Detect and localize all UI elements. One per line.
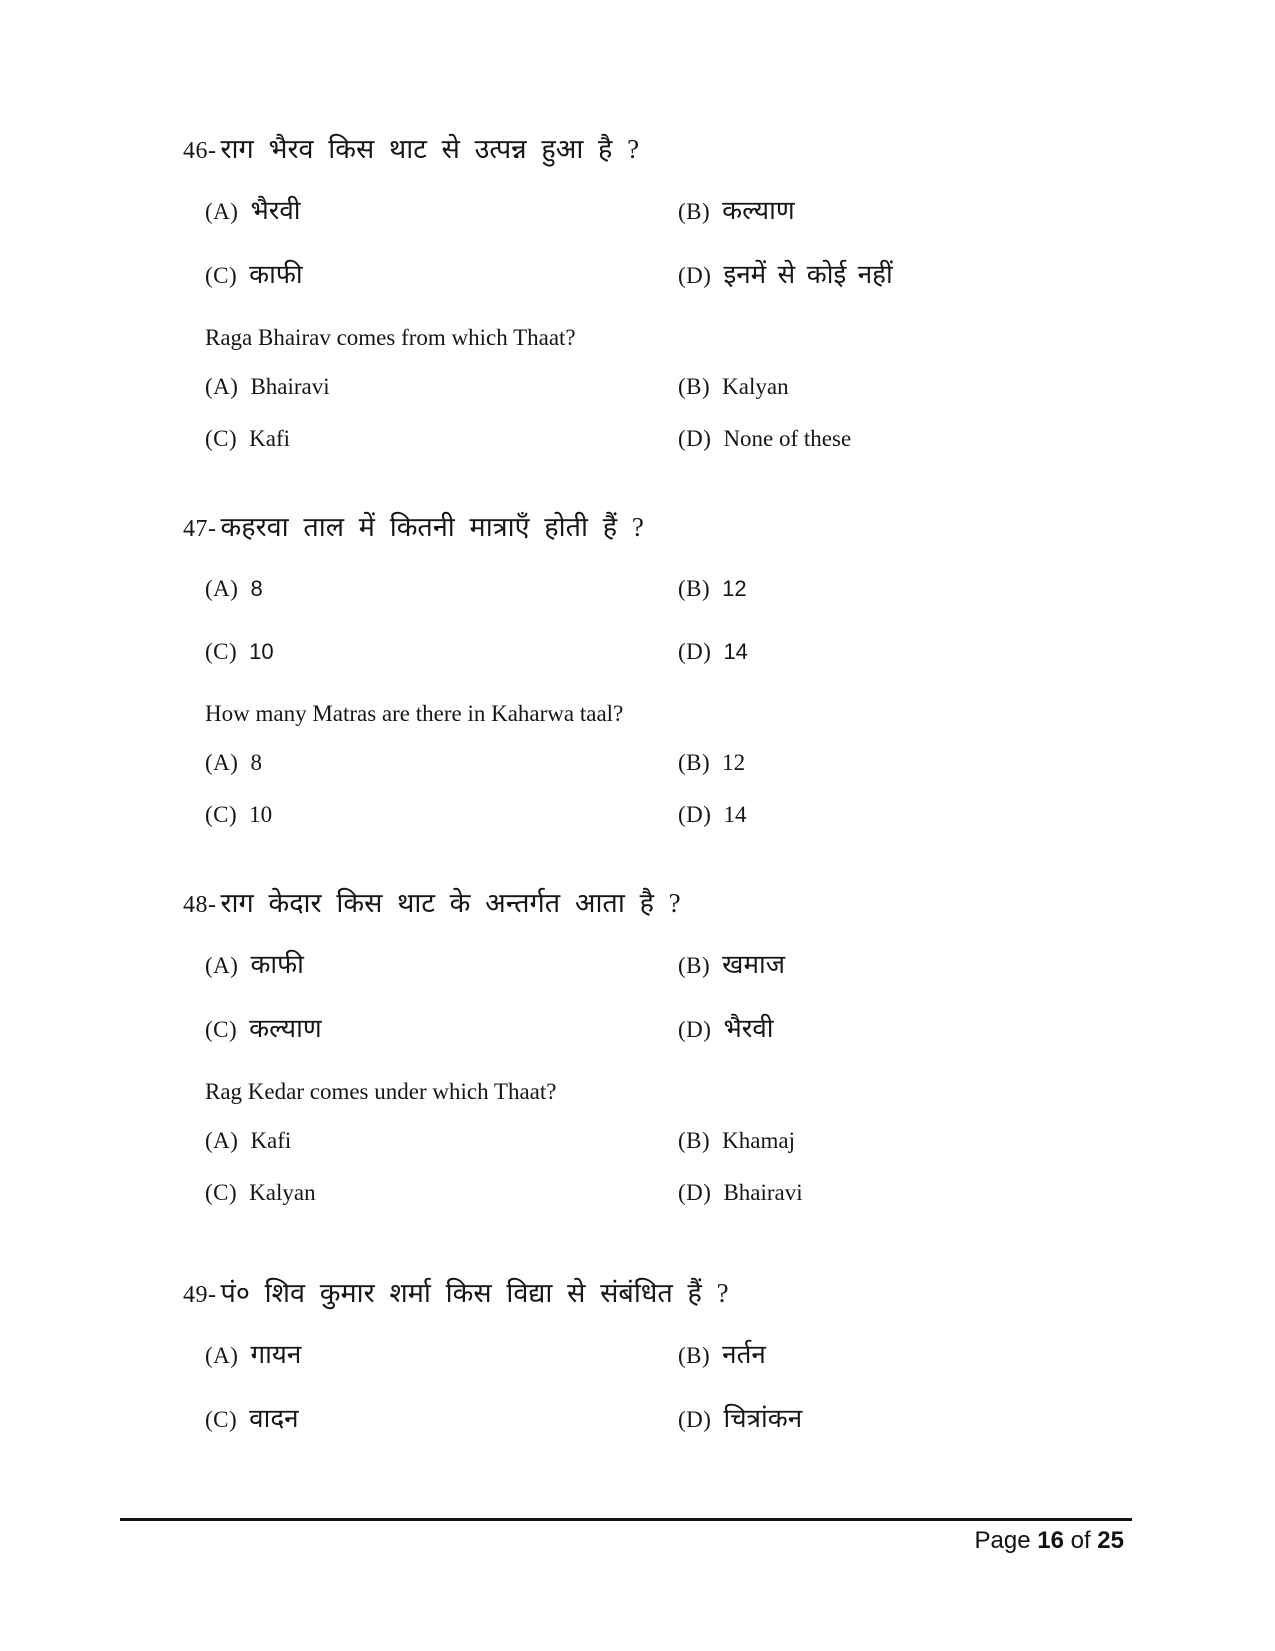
option-b bbox=[678, 1334, 1185, 1380]
question-line-hindi bbox=[183, 882, 1185, 926]
option-label: (B) bbox=[678, 1343, 711, 1368]
question-text-hindi: पं० शिव कुमार शर्मा किस विद्या से संबंधित हैं ? bbox=[220, 1278, 729, 1308]
page-number: 16 bbox=[1037, 1527, 1064, 1554]
question-text-hindi: राग भैरव किस थाट से उत्पन्न हुआ है ? bbox=[220, 134, 640, 164]
option-a bbox=[205, 1334, 678, 1380]
option-b bbox=[678, 371, 1185, 406]
option-label: (C) bbox=[205, 263, 238, 288]
option-text: Kafi bbox=[250, 1128, 292, 1153]
question-text-english: How many Matras are there in Kaharwa taal? bbox=[205, 701, 624, 726]
option-label: (B) bbox=[678, 576, 711, 601]
option-text: भैरवी bbox=[250, 196, 301, 225]
footer-of-label: of bbox=[1063, 1527, 1098, 1554]
option-text: कल्याण bbox=[722, 196, 795, 225]
option-a bbox=[205, 747, 678, 782]
question-46 bbox=[183, 128, 1185, 458]
option-text: चित्रांकन bbox=[723, 1404, 803, 1433]
page-footer bbox=[120, 1518, 1132, 1555]
question-text-english: Raga Bhairav comes from which Thaat? bbox=[205, 325, 576, 350]
option-c bbox=[205, 799, 678, 834]
option-c bbox=[205, 423, 678, 458]
option-text: काफी bbox=[250, 950, 304, 979]
option-label: (D) bbox=[678, 1017, 712, 1042]
option-label: (D) bbox=[678, 639, 712, 664]
question-line-hindi bbox=[183, 506, 1185, 550]
option-b bbox=[678, 568, 1185, 613]
option-a bbox=[205, 944, 678, 990]
option-label: (A) bbox=[205, 199, 239, 224]
options-english bbox=[205, 354, 1185, 458]
option-text: 12 bbox=[722, 750, 746, 775]
option-d bbox=[678, 1008, 1185, 1054]
option-label: (A) bbox=[205, 374, 239, 399]
footer-page-label: Page bbox=[974, 1527, 1038, 1554]
option-text: 10 bbox=[249, 802, 273, 827]
question-number: 46- bbox=[183, 138, 217, 164]
option-d bbox=[678, 1398, 1185, 1444]
option-text: 8 bbox=[250, 750, 262, 775]
option-text: वादन bbox=[249, 1404, 299, 1433]
question-47 bbox=[183, 506, 1185, 834]
option-label: (A) bbox=[205, 1128, 239, 1153]
option-d bbox=[678, 631, 1185, 676]
option-d bbox=[678, 423, 1185, 458]
option-label: (D) bbox=[678, 426, 712, 451]
option-text: कल्याण bbox=[249, 1014, 322, 1043]
option-b bbox=[678, 944, 1185, 990]
option-label: (C) bbox=[205, 639, 238, 664]
option-text: 8 bbox=[250, 576, 263, 601]
option-label: (A) bbox=[205, 576, 239, 601]
option-text: Khamaj bbox=[722, 1128, 795, 1153]
option-c bbox=[205, 631, 678, 676]
options-hindi bbox=[205, 1316, 1185, 1444]
option-text: नर्तन bbox=[722, 1340, 766, 1369]
question-number: 47- bbox=[183, 516, 217, 542]
option-label: (C) bbox=[205, 426, 238, 451]
option-label: (C) bbox=[205, 802, 238, 827]
option-c bbox=[205, 1177, 678, 1212]
question-text-english: Rag Kedar comes under which Thaat? bbox=[205, 1079, 557, 1104]
option-text: 12 bbox=[722, 576, 747, 601]
option-label: (C) bbox=[205, 1180, 238, 1205]
option-c bbox=[205, 254, 678, 300]
question-number: 49- bbox=[183, 1282, 217, 1308]
option-text: 14 bbox=[723, 802, 747, 827]
option-text: Bhairavi bbox=[250, 374, 330, 399]
question-text-hindi: कहरवा ताल में कितनी मात्राएँ होती हैं ? bbox=[220, 512, 644, 542]
option-label: (C) bbox=[205, 1017, 238, 1042]
question-49 bbox=[183, 1272, 1185, 1444]
option-label: (B) bbox=[678, 953, 711, 978]
option-label: (A) bbox=[205, 750, 239, 775]
option-d bbox=[678, 1177, 1185, 1212]
option-text: काफी bbox=[249, 260, 303, 289]
option-c bbox=[205, 1008, 678, 1054]
option-a bbox=[205, 371, 678, 406]
option-text: Kalyan bbox=[722, 374, 789, 399]
question-number: 48- bbox=[183, 892, 217, 918]
options-hindi bbox=[205, 172, 1185, 300]
option-text: Bhairavi bbox=[723, 1180, 803, 1205]
option-b bbox=[678, 747, 1185, 782]
option-label: (D) bbox=[678, 1180, 712, 1205]
option-a bbox=[205, 568, 678, 613]
option-label: (A) bbox=[205, 1343, 239, 1368]
question-line-hindi bbox=[183, 1272, 1185, 1316]
options-english bbox=[205, 730, 1185, 834]
option-label: (C) bbox=[205, 1407, 238, 1432]
question-text-hindi: राग केदार किस थाट के अन्तर्गत आता है ? bbox=[220, 888, 681, 918]
option-text: 10 bbox=[249, 639, 274, 664]
option-label: (B) bbox=[678, 374, 711, 399]
option-d bbox=[678, 254, 1185, 300]
options-english bbox=[205, 1108, 1185, 1212]
question-48 bbox=[183, 882, 1185, 1212]
option-b bbox=[678, 1125, 1185, 1160]
option-text: Kalyan bbox=[249, 1180, 316, 1205]
option-text: भैरवी bbox=[723, 1014, 774, 1043]
option-c bbox=[205, 1398, 678, 1444]
question-line-hindi bbox=[183, 128, 1185, 172]
option-a bbox=[205, 1125, 678, 1160]
option-label: (D) bbox=[678, 263, 712, 288]
options-hindi bbox=[205, 550, 1185, 676]
option-label: (B) bbox=[678, 750, 711, 775]
option-label: (B) bbox=[678, 199, 711, 224]
option-d bbox=[678, 799, 1185, 834]
option-label: (A) bbox=[205, 953, 239, 978]
option-a bbox=[205, 190, 678, 236]
option-text: 14 bbox=[723, 639, 748, 664]
option-text: खमाज bbox=[722, 950, 786, 979]
option-label: (D) bbox=[678, 802, 712, 827]
option-text: इनमें से कोई नहीं bbox=[723, 260, 893, 289]
option-label: (D) bbox=[678, 1407, 712, 1432]
options-hindi bbox=[205, 926, 1185, 1054]
total-pages: 25 bbox=[1097, 1527, 1124, 1554]
option-label: (B) bbox=[678, 1128, 711, 1153]
option-text: गायन bbox=[250, 1340, 302, 1369]
option-text: Kafi bbox=[249, 426, 291, 451]
option-text: None of these bbox=[723, 426, 852, 451]
option-b bbox=[678, 190, 1185, 236]
